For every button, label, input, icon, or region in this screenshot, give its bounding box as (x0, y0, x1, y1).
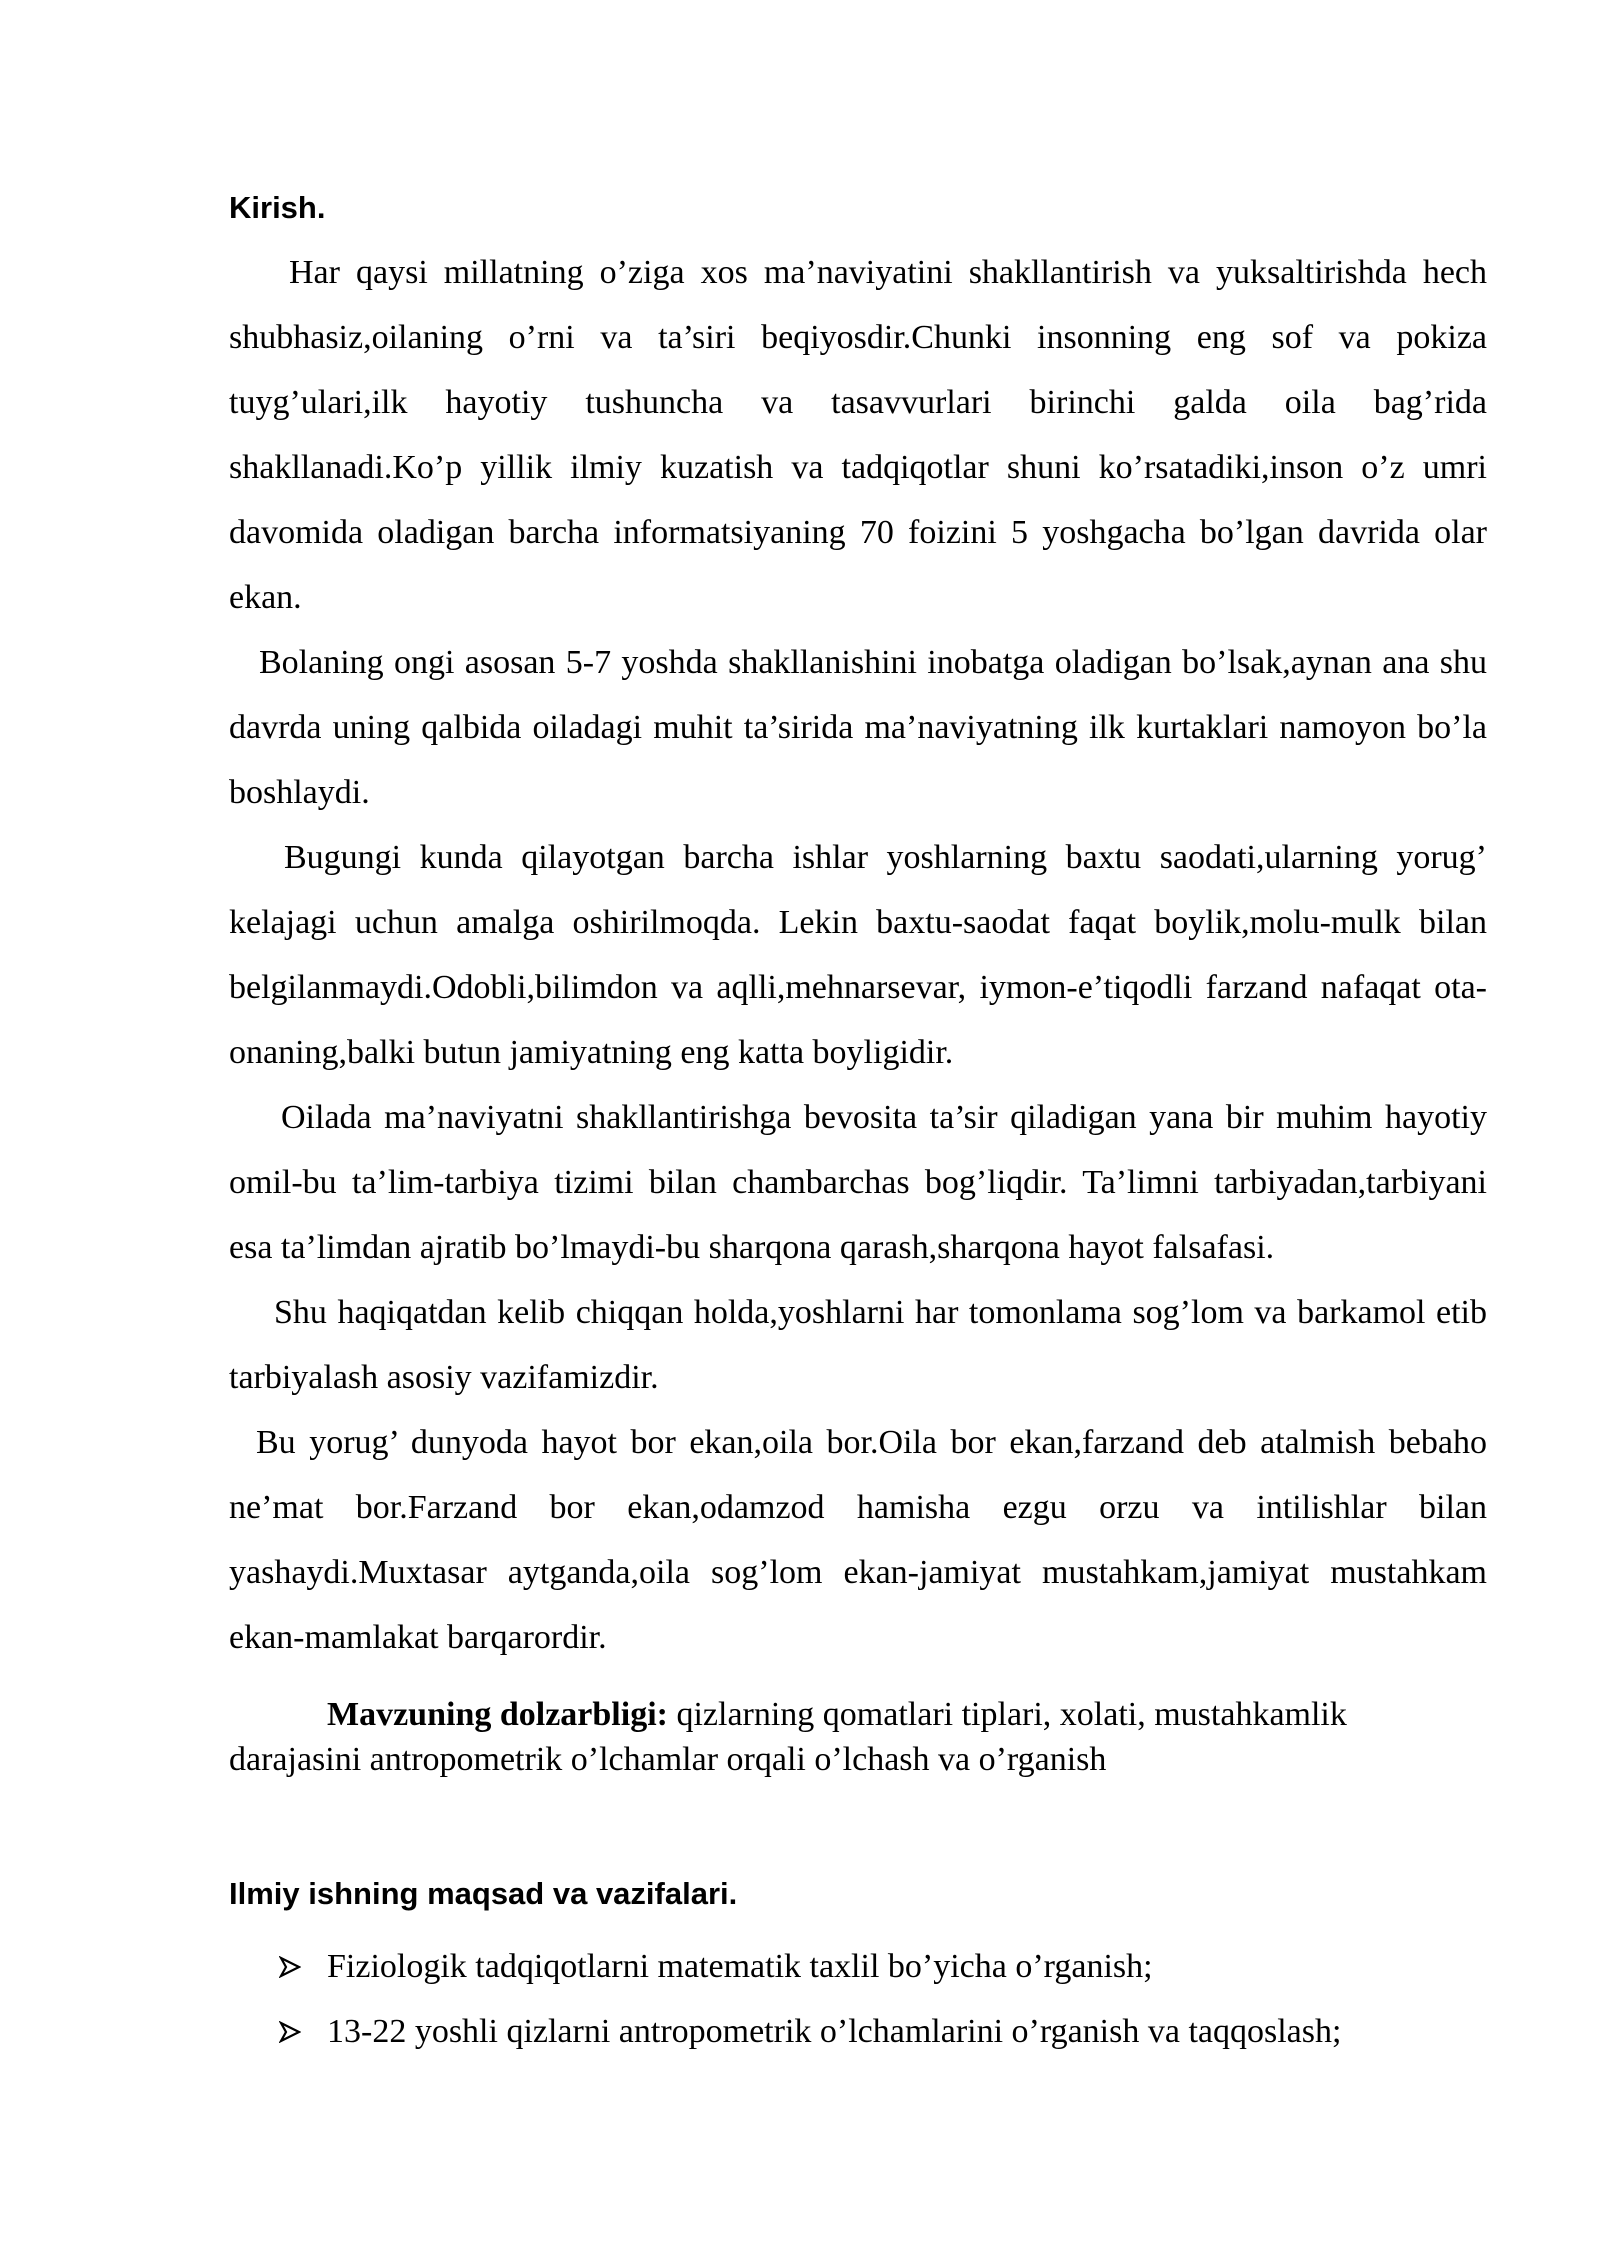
paragraph: Bu yorug’ dunyoda hayot bor ekan,oila bor.Oila bor ekan,farzand deb atalmish bebaho ne’mat bor.Farzand bor ekan,odamzod hamisha ezgu orzu va intilishlar bilan yashaydi.Muxtasar aytganda,oila sog’lom ekan-jamiyat mustahkam,jamiyat mustahkam ekan-mamlakat barqarordir. (229, 1424, 1487, 1656)
section-heading-goals: Ilmiy ishning maqsad va vazifalari. (229, 1876, 738, 1911)
list-item-text: 13-22 yoshli qizlarni antropometrik o’lchamlarini o’rganish va taqqoslash; (327, 2013, 1342, 2050)
arrowhead-bullet-icon (279, 1934, 309, 1999)
relevance-paragraph (229, 1692, 1487, 1782)
paragraph: Bugungi kunda qilayotgan barcha ishlar yoshlarning baxtu saodati,ularning yorug’ kelajagi uchun amalga oshirilmoqda. Lekin baxtu-saodat faqat boylik,molu-mulk bilan belgilanmaydi.Odobli,bilimdon va aqlli,mehnarsevar, iymon-e’tiqodli farzand nafaqat ota-onaning,balki butun jamiyatning eng katta boyligidir. (229, 839, 1487, 1071)
document-content (229, 180, 1487, 2064)
list-item (229, 1999, 1487, 2064)
list-item (229, 1934, 1487, 1999)
relevance-label: Mavzuning dolzarbligi: (327, 1696, 668, 1733)
paragraph: Har qaysi millatning o’ziga xos ma’naviyatini shakllantirish va yuksaltirishda hech shubhasiz,oilaning o’rni va ta’siri beqiyosdir.Chunki insonning eng sof va pokiza tuyg’ulari,ilk hayotiy tushuncha va tasavvurlari birinchi galda oila bag’rida shakllanadi.Ko’p yillik ilmiy kuzatish va tadqiqotlar shuni ko’rsatadiki,inson o’z umri davomida oladigan barcha informatsiyaning 70 foizini 5 yoshgacha bo’lgan davrida olar ekan. (229, 254, 1487, 616)
list-item-text: Fiziologik tadqiqotlarni matematik taxlil bo’yicha o’rganish; (327, 1948, 1153, 1985)
paragraph: Bolaning ongi asosan 5-7 yoshda shakllanishini inobatga oladigan bo’lsak,aynan ana shu davrda uning qalbida oiladagi muhit ta’sirida ma’naviyatning ilk kurtaklari namoyon bo’la boshlaydi. (229, 644, 1487, 811)
arrowhead-bullet-icon (279, 1999, 309, 2064)
section-heading-introduction: Kirish. (229, 190, 326, 225)
paragraph: Oilada ma’naviyatni shakllantirishga bevosita ta’sir qiladigan yana bir muhim hayotiy omil-bu ta’lim-tarbiya tizimi bilan chambarchas bog’liqdir. Ta’limni tarbiyadan,tarbiyani esa ta’limdan ajratib bo’lmaydi-bu sharqona qarash,sharqona hayot falsafasi. (229, 1099, 1487, 1266)
paragraph: Shu haqiqatdan kelib chiqqan holda,yoshlarni har tomonlama sog’lom va barkamol etib tarbiyalash asosiy vazifamizdir. (229, 1294, 1487, 1396)
goals-list (229, 1934, 1487, 2064)
relevance-text: qizlarning qomatlari tiplari, xolati, mustahkamlik darajasini antropometrik o’lchamlar orqali o’lchash va o’rganish (229, 1696, 1347, 1778)
